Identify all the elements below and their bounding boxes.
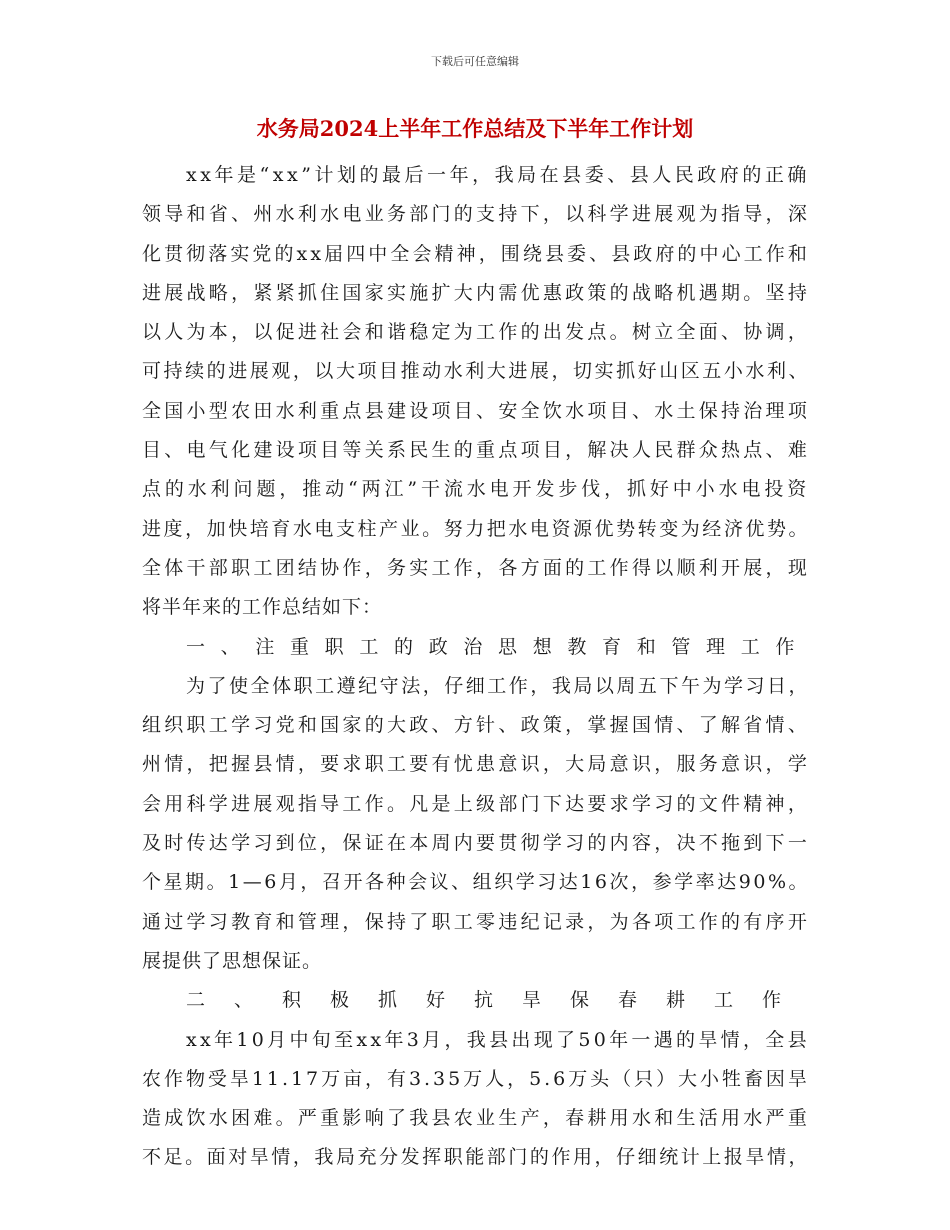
text-line: 个星期。1—6月，召开各种会议、组织学习达16次，参学率达90%。 (142, 871, 810, 894)
text-line: 造成饮水困难。严重影响了我县农业生产，春耕用水和生活用水严重 (142, 1107, 810, 1130)
document-title: 水务局2024上半年工作总结及下半年工作计划 (256, 116, 694, 141)
text-line: 及时传达学习到位，保证在本周内要贯彻学习的内容，决不拖到下一 (142, 832, 810, 855)
text-line: 通过学习教育和管理，保持了职工零违纪记录，为各项工作的有序开 (142, 910, 810, 933)
text-line: 领导和省、州水利水电业务部门的支持下，以科学进展观为指导，深 (142, 203, 810, 226)
text-line: 全体干部职工团结协作，务实工作，各方面的工作得以顺利开展，现 (142, 556, 810, 579)
text-line: xx年是“xx”计划的最后一年，我局在县委、县人民政府的正确 (186, 164, 810, 186)
text-line: 一、注重职工的政治思想教育和管理工作 (186, 635, 810, 658)
text-line: 农作物受旱11.17万亩，有3.35万人，5.6万头（只）大小牲畜因旱 (142, 1067, 810, 1090)
text-line: 会用科学进展观指导工作。凡是上级部门下达要求学习的文件精神， (142, 792, 810, 815)
text-line: 全国小型农田水利重点县建设项目、安全饮水项目、水土保持治理项 (142, 399, 810, 422)
text-line: xx年10月中旬至xx年3月，我县出现了50年一遇的旱情，全县 (186, 1028, 810, 1051)
text-line: 为了使全体职工遵纪守法，仔细工作，我局以周五下午为学习日， (186, 674, 810, 697)
text-line: 二、积极抓好抗旱保春耕工作 (186, 989, 810, 1012)
text-line: 州情，把握县情，要求职工要有忧患意识，大局意识，服务意识，学 (142, 753, 810, 776)
text-line: 化贯彻落实党的xx届四中全会精神，围绕县委、县政府的中心工作和 (142, 242, 810, 265)
text-line: 不足。面对旱情，我局充分发挥职能部门的作用，仔细统计上报旱情， (142, 1146, 810, 1169)
text-line: 展提供了思想保证。 (142, 949, 323, 972)
text-line: 以人为本，以促进社会和谐稳定为工作的出发点。树立全面、协调， (142, 321, 810, 344)
text-line: 进度，加快培育水电支柱产业。努力把水电资源优势转变为经济优势。 (142, 517, 810, 540)
text-line: 可持续的进展观，以大项目推动水利大进展，切实抓好山区五小水利、 (142, 360, 810, 383)
text-line: 将半年来的工作总结如下： (142, 596, 383, 619)
text-line: 进展战略，紧紧抓住国家实施扩大内需优惠政策的战略机遇期。坚持 (142, 281, 810, 304)
header-note: 下载后可任意编辑 (431, 55, 519, 68)
document-body (142, 156, 810, 1178)
text-line: 组织职工学习党和国家的大政、方针、政策，掌握国情、了解省情、 (142, 714, 810, 737)
text-line: 目、电气化建设项目等关系民生的重点项目，解决人民群众热点、难 (142, 439, 810, 462)
text-line: 点的水利问题，推动“两江”干流水电开发步伐，抓好中小水电投资 (142, 478, 810, 501)
